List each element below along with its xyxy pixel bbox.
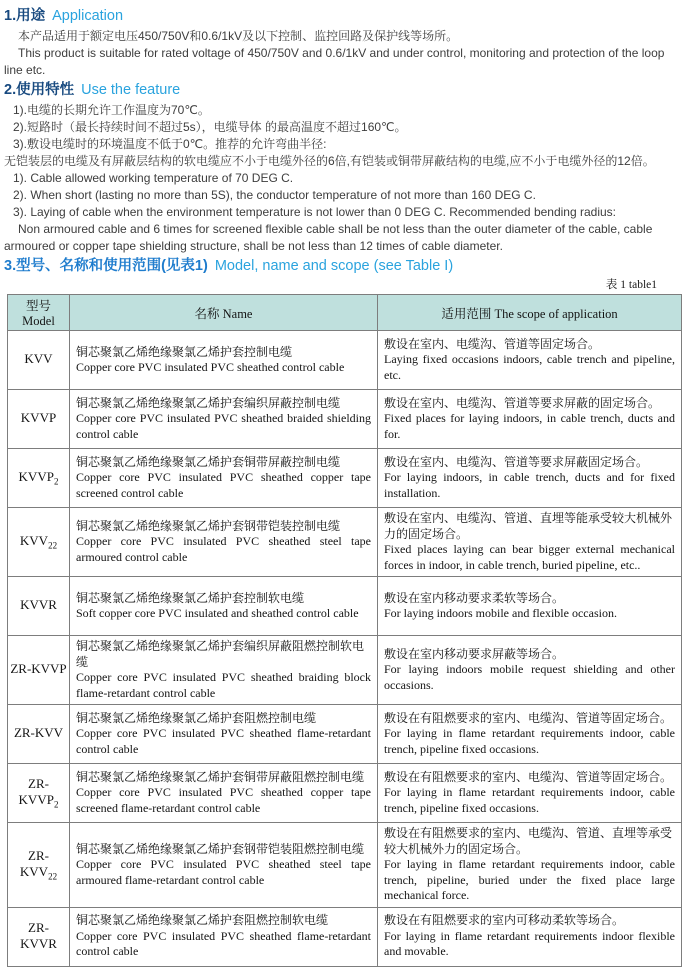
section-features-body (4, 102, 681, 255)
name-en: Copper core PVC insulated PVC sheathed flame-retardant control cable (76, 928, 371, 959)
table-row-kvvr (8, 577, 682, 636)
scope-cn: 敷设在有阻燃要求的室内、电缆沟、管道、直埋等承受较大机械外力的固定场合。 (384, 826, 673, 856)
scope-cn: 敷设在有阻燃要求的室内、电缆沟、管道等固定场合。 (384, 710, 673, 725)
section-models-heading-cn: 3.型号、名称和使用范围(见表1) (4, 258, 208, 274)
scope-cell (378, 577, 682, 636)
table-row-zr-kvvp (8, 636, 682, 705)
name-en: Copper core PVC insulated PVC sheathed braiding block flame-retardant control cable (76, 670, 371, 700)
name-cell (70, 449, 378, 508)
scope-cn: 敷设在室内、电缆沟、管道等要求屏蔽固定场合。 (384, 454, 649, 469)
table-row-kvvp2 (8, 449, 682, 508)
section-models-heading-en: Model, name and scope (see Table I) (214, 258, 454, 274)
name-en: Copper core PVC insulated PVC sheathed steel tape armoured control cable (76, 534, 371, 564)
scope-en: For laying indoors mobile request shielding and other occasions. (384, 662, 675, 692)
models-table (7, 294, 682, 967)
scope-en: For laying indoors, in cable trench, ducts and for fixed installation. (384, 470, 675, 500)
header-name: 名称 Name (70, 295, 378, 331)
name-cn: 铜芯聚氯乙烯绝缘聚氯乙烯护套钢带铠装阻燃控制电缆 (76, 841, 365, 856)
section-features-heading (4, 81, 681, 100)
feature-item-en-1: 1). Cable allowed working temperature of 70 DEG C. (13, 171, 294, 185)
scope-cell (378, 823, 682, 908)
application-body-en: This product is suitable for rated voltage of 450/750V and 0.6/1kV and under control, monitoring and protection of the loop line etc. (4, 46, 665, 77)
table-row-kvv22 (8, 508, 682, 577)
name-cn: 铜芯聚氯乙烯绝缘聚氯乙烯护套编织屏蔽阻燃控制软电缆 (76, 639, 365, 669)
name-cell (70, 508, 378, 577)
name-en: Copper core PVC insulated PVC sheathed flame-retardant control cable (76, 726, 371, 756)
scope-cn: 敷设在室内、电缆沟、管道等要求屏蔽的固定场合。 (384, 395, 661, 410)
name-cn: 铜芯聚氯乙烯绝缘聚氯乙烯护套编织屏蔽控制电缆 (76, 395, 341, 410)
application-body-cn: 本产品适用于额定电压450/750V和0.6/1kV及以下控制、监控回路及保护线等场所。 (18, 29, 459, 43)
model-cell: $KVV_{22}$ (8, 508, 70, 577)
scope-cell (378, 390, 682, 449)
scope-cell (378, 907, 682, 966)
scope-cn: 敷设在室内移动要求柔软等场合。 (384, 590, 565, 605)
name-cn: 铜芯聚氯乙烯绝缘聚氯乙烯护套阻燃控制软电缆 (76, 913, 329, 928)
table-row-zr-kvvp2 (8, 764, 682, 823)
name-en: Soft copper core PVC insulated and sheathed control cable (76, 606, 359, 620)
scope-cell (378, 508, 682, 577)
scope-cn: 敷设在室内移动要求屏蔽等场合。 (384, 646, 565, 661)
scope-en: Laying fixed occasions indoors, cable trench and pipeline, etc. (384, 352, 675, 382)
header-model: 型号 Model (8, 295, 70, 331)
name-cell (70, 390, 378, 449)
name-cell (70, 636, 378, 705)
table-row-zr-kvvr (8, 907, 682, 966)
scope-cn: 敷设在有阻燃要求的室内、电缆沟、管道等固定场合。 (384, 769, 673, 784)
scope-cell (378, 764, 682, 823)
name-cell (70, 764, 378, 823)
table-row-kvv (8, 331, 682, 390)
scope-cell (378, 705, 682, 764)
feature-item-en-3: 3). Laying of cable when the environment temperature is not lower than 0 DEG C. Recommended bending radius: (13, 205, 616, 219)
section-application-heading-en: Application (52, 8, 124, 24)
scope-cn: 敷设在室内、电缆沟、管道等固定场合。 (384, 336, 601, 351)
feature-item-cn-1: 1).电缆的长期允许工作温度为70℃。 (13, 103, 210, 117)
scope-cn: 敷设在室内、电缆沟、管道、直埋等能承受较大机械外力的固定场合。 (384, 511, 673, 541)
feature-item-cn-2: 2).短路时（最长持续时间不超过5s），电缆导体 的最高温度不超过160℃。 (13, 120, 407, 134)
name-cn: 铜芯聚氯乙烯绝缘聚氯乙烯护套铜带屏蔽控制电缆 (76, 454, 341, 469)
feature-item-en-3-cont: Non armoured cable and 6 times for screened flexible cable shall be not less than the outer diameter of the cable, cable armoured or copper tape shielding structure, shall be not less than 12 times of cable diameter. (4, 222, 653, 253)
scope-cn: 敷设在有阻燃要求的室内可移动柔软等场合。 (384, 913, 625, 928)
name-en: Copper core PVC insulated PVC sheathed braided shielding control cable (76, 411, 371, 441)
scope-en: Fixed places for laying indoors, in cable trench, ducts and for. (384, 411, 675, 441)
table-row-kvvp (8, 390, 682, 449)
feature-item-cn-3: 3).敷设电缆时的环境温度不低于0℃。推荐的允许弯曲半径: (13, 137, 327, 151)
model-cell: KVVP (8, 390, 70, 449)
section-application-body (4, 28, 681, 79)
name-cn: 铜芯聚氯乙烯绝缘聚氯乙烯护套控制软电缆 (76, 590, 305, 605)
model-cell: $ZR-KVVP_2$ (8, 764, 70, 823)
scope-cell (378, 636, 682, 705)
scope-en: For laying indoors mobile and flexible occasion. (384, 606, 617, 620)
table-row-zr-kvv (8, 705, 682, 764)
name-cn: 铜芯聚氯乙烯绝缘聚氯乙烯护套阻燃控制电缆 (76, 710, 317, 725)
scope-en: For laying in flame retardant requirements indoor flexible and movable. (384, 928, 675, 959)
model-cell: ZR-KVV (8, 705, 70, 764)
model-cell: ZR- $KVV_{22}$ (8, 823, 70, 908)
table-header-row (8, 295, 682, 331)
section-models-heading (4, 257, 681, 276)
name-cn: 铜芯聚氯乙烯绝缘聚氯乙烯护套钢带铠装控制电缆 (76, 518, 341, 533)
scope-en: For laying in flame retardant requirements indoor, cable trench, pipeline, buried under the fixed place large mechanical force. (384, 857, 675, 902)
name-en: Copper core PVC insulated PVC sheathed copper tape screened flame-retardant control cable (76, 785, 371, 815)
header-scope: 适用范围 The scope of application (378, 295, 682, 331)
name-cell (70, 705, 378, 764)
section-application-heading-cn: 1.用途 (4, 8, 46, 24)
scope-en: For laying in flame retardant requirements indoor, cable trench, pipeline fixed occasions. (384, 726, 675, 756)
table-row-zr-kvv22 (8, 823, 682, 908)
name-cell (70, 331, 378, 390)
model-cell: $KVVP_2$ (8, 449, 70, 508)
feature-item-en-2: 2). When short (lasting no more than 5S), the conductor temperature of not more than 160 DEG C. (13, 188, 536, 202)
name-cell (70, 907, 378, 966)
section-features-heading-cn: 2.使用特性 (4, 82, 75, 98)
name-en: Copper core PVC insulated PVC sheathed steel tape armoured flame-retardant control cable (76, 857, 371, 887)
table-caption: 表 1 table1 (605, 279, 657, 291)
scope-cell (378, 331, 682, 390)
section-features-heading-en: Use the feature (81, 82, 181, 98)
name-cell (70, 577, 378, 636)
feature-item-cn-3-cont: 无铠装层的电缆及有屏蔽层结构的软电缆应不小于电缆外径的6倍,有铠装或铜带屏蔽结构的电缆,应不小于电缆外径的12倍。 (4, 154, 655, 168)
model-cell: ZR- KVVR (8, 907, 70, 966)
scope-en: Fixed places laying can bear bigger external mechanical forces in indoor, in cable trench, buried pipeline, etc.. (384, 542, 675, 572)
model-cell: KVV (8, 331, 70, 390)
scope-cell (378, 449, 682, 508)
scope-en: For laying in flame retardant requirements indoor, cable trench, pipeline fixed occasions. (384, 785, 675, 815)
model-cell: KVVR (8, 577, 70, 636)
model-cell: ZR-KVVP (8, 636, 70, 705)
name-cn: 铜芯聚氯乙烯绝缘聚氯乙烯护套控制电缆 (76, 344, 293, 359)
name-cn: 铜芯聚氯乙烯绝缘聚氯乙烯护套铜带屏蔽阻燃控制电缆 (76, 769, 365, 784)
name-en: Copper core PVC insulated PVC sheathed control cable (76, 360, 345, 374)
section-application-heading (4, 7, 681, 26)
name-cell (70, 823, 378, 908)
name-en: Copper core PVC insulated PVC sheathed copper tape screened control cable (76, 470, 371, 500)
